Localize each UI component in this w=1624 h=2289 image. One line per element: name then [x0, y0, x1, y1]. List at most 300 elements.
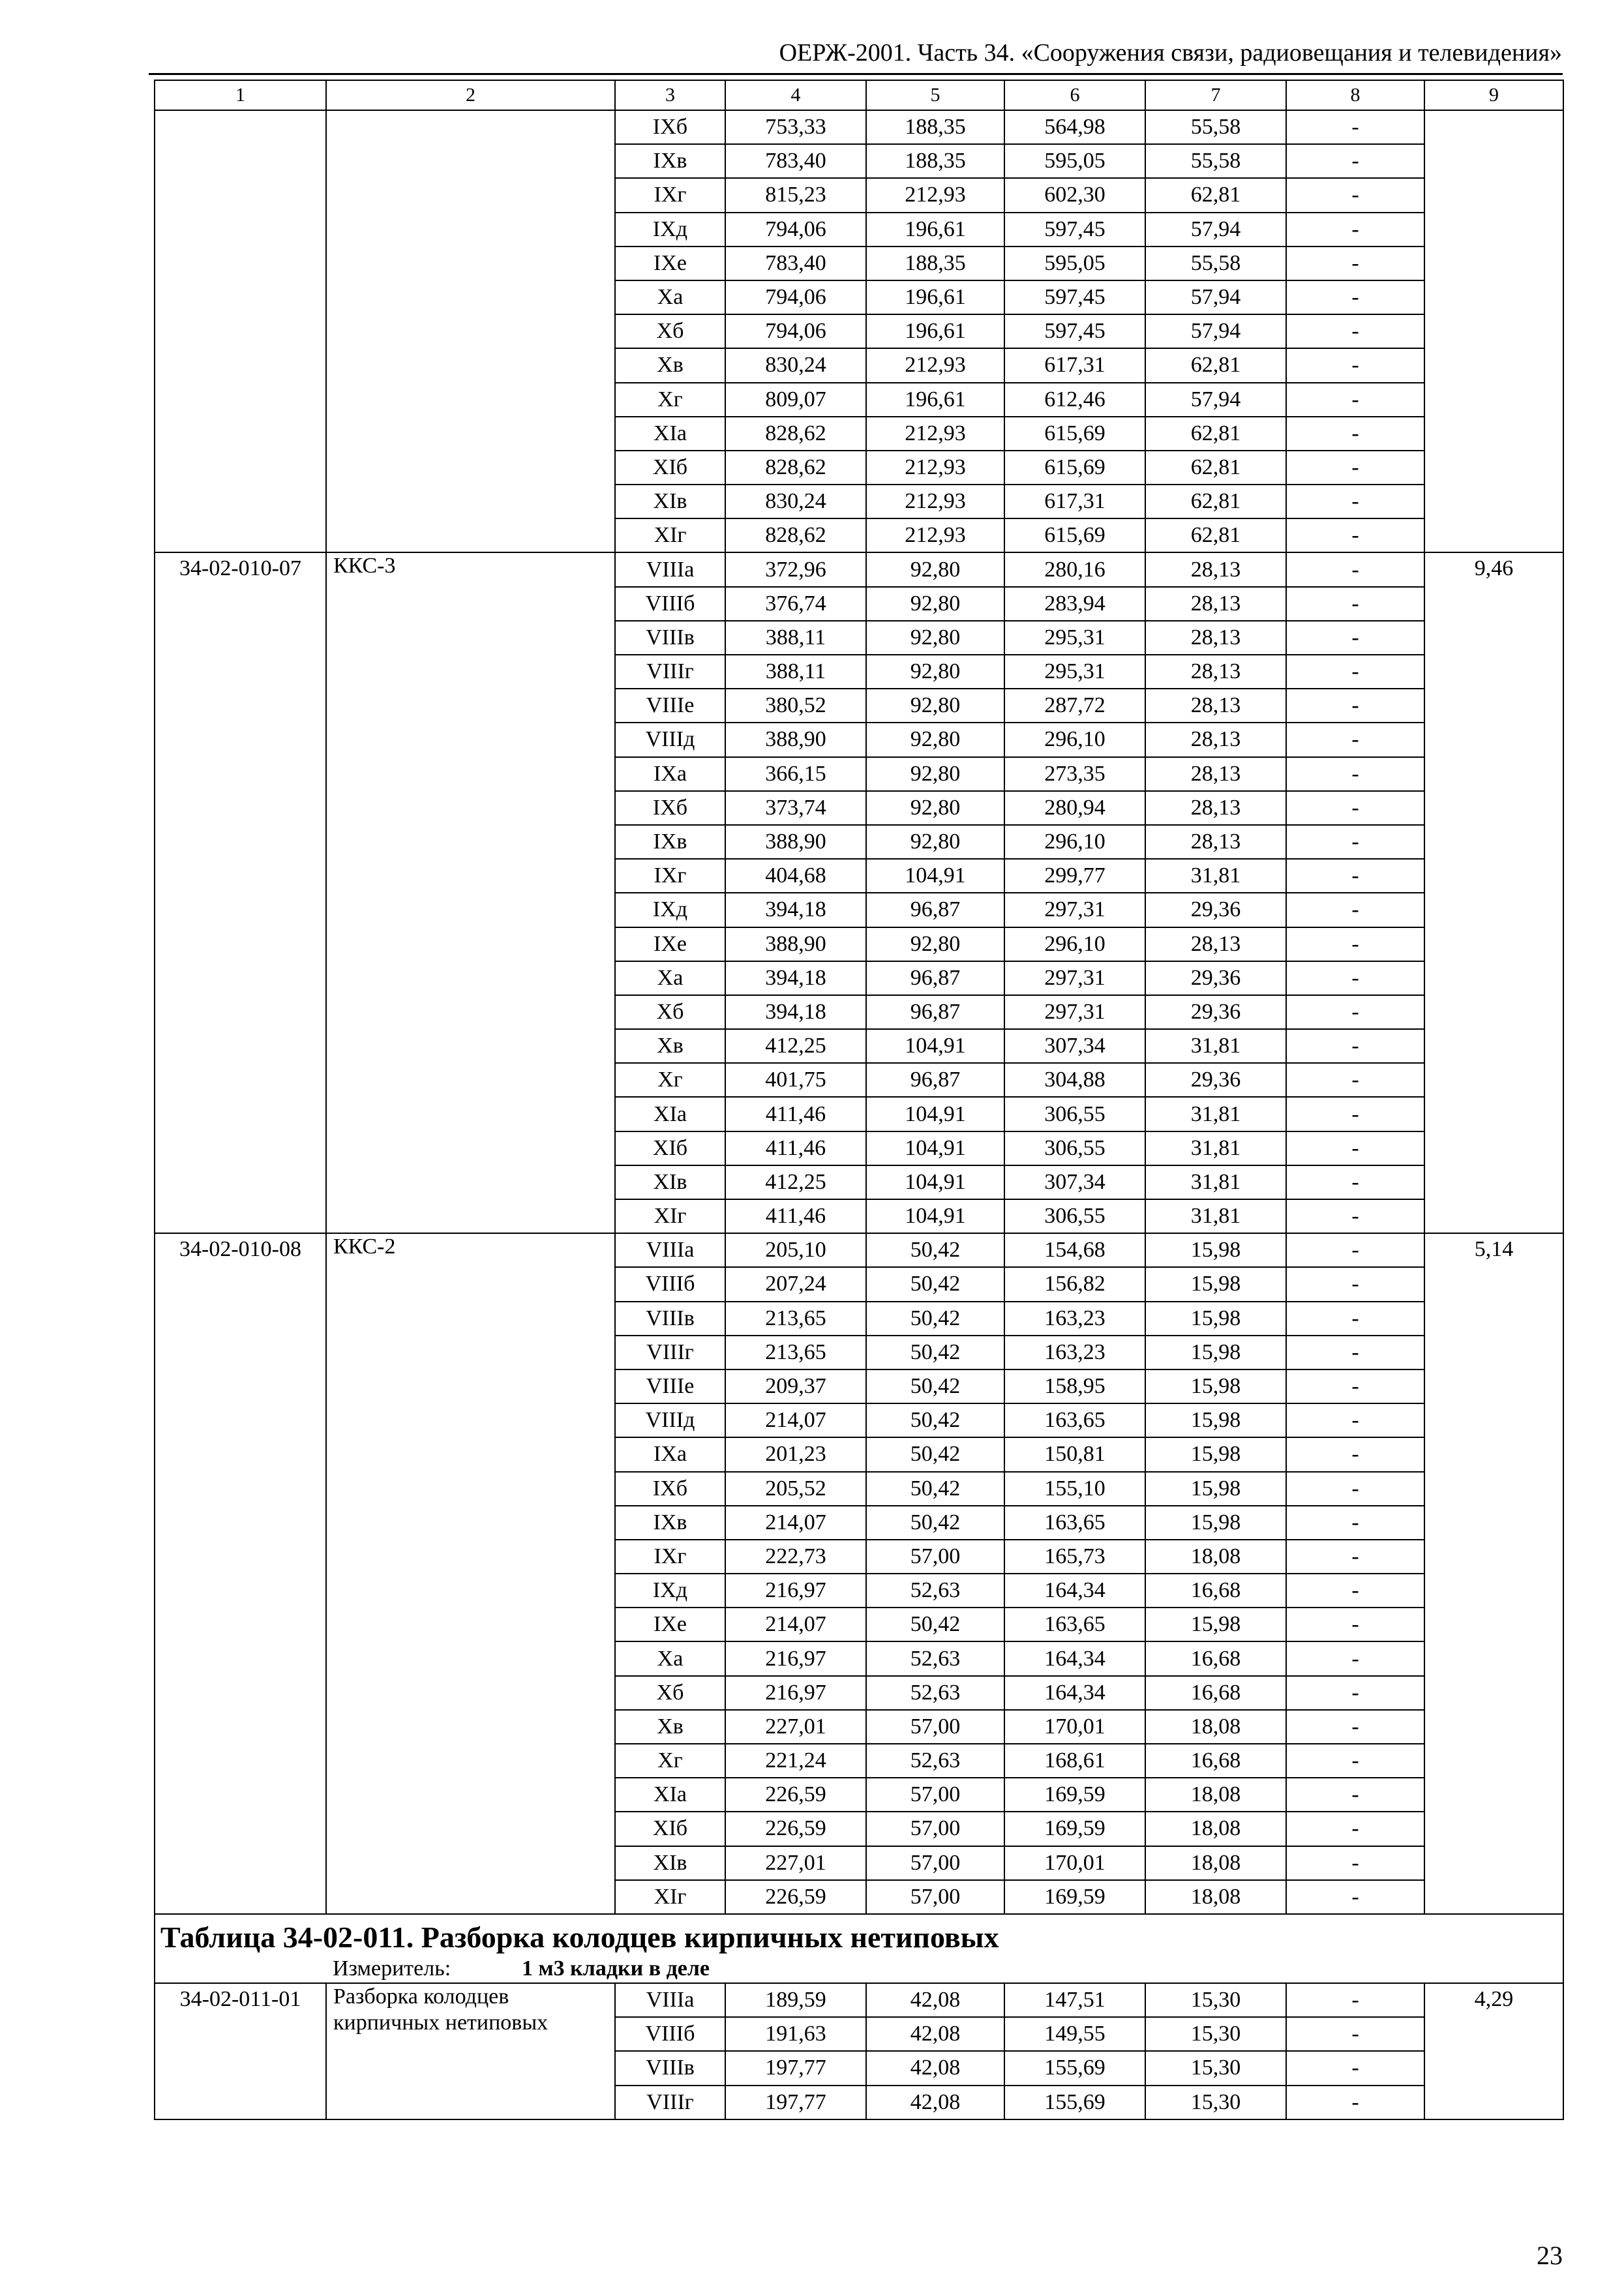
table-cell: 307,34: [1004, 1165, 1145, 1199]
table-cell: Xг: [615, 1744, 725, 1778]
table-cell: 28,13: [1145, 791, 1286, 825]
page-header: ОЕРЖ-2001. Часть 34. «Сооружения связи, радиовещания и телевидения»: [779, 39, 1562, 67]
table-cell: 15,98: [1145, 1506, 1286, 1540]
table-cell: 170,01: [1004, 1710, 1145, 1744]
table-cell: 615,69: [1004, 518, 1145, 552]
table-cell: 297,31: [1004, 995, 1145, 1029]
table-cell: 226,59: [725, 1812, 866, 1846]
table-cell: 168,61: [1004, 1744, 1145, 1778]
table-cell: 57,00: [866, 1846, 1004, 1880]
table-cell: VIIIе: [615, 1369, 725, 1403]
table-cell: 15,98: [1145, 1369, 1286, 1403]
table-cell: 15,98: [1145, 1267, 1286, 1301]
table-cell: 55,58: [1145, 247, 1286, 280]
table-cell: 372,96: [725, 552, 866, 586]
table-cell: -: [1286, 689, 1424, 723]
table-cell: 227,01: [725, 1710, 866, 1744]
table-cell: 196,61: [866, 383, 1004, 417]
table-cell: 29,36: [1145, 1063, 1286, 1097]
table-cell: 155,69: [1004, 2086, 1145, 2119]
table-cell: 295,31: [1004, 621, 1145, 655]
column-number-row: [155, 80, 1563, 110]
table-cell: 31,81: [1145, 859, 1286, 893]
table-cell: 96,87: [866, 893, 1004, 927]
table-cell: VIIIе: [615, 689, 725, 723]
table-cell: -: [1286, 213, 1424, 247]
table-cell: -: [1286, 144, 1424, 178]
table-cell: 28,13: [1145, 621, 1286, 655]
table-cell: 15,30: [1145, 1983, 1286, 2017]
table-cell: 62,81: [1145, 417, 1286, 451]
table-cell: -: [1286, 1302, 1424, 1336]
table-cell: -: [1286, 1472, 1424, 1506]
table-cell: 222,73: [725, 1540, 866, 1574]
table-cell: 226,59: [725, 1778, 866, 1812]
table-cell: -: [1286, 1710, 1424, 1744]
table-cell: -: [1286, 1608, 1424, 1641]
table-cell: Xб: [615, 1676, 725, 1710]
header-rule: [149, 73, 1563, 75]
table-cell: 602,30: [1004, 178, 1145, 212]
table-cell: IXб: [615, 1472, 725, 1506]
table-cell: 815,23: [725, 178, 866, 212]
table-cell: 188,35: [866, 110, 1004, 144]
table-cell: 163,65: [1004, 1608, 1145, 1641]
table-cell: 164,34: [1004, 1676, 1145, 1710]
table-cell: 62,81: [1145, 451, 1286, 485]
table-cell: 401,75: [725, 1063, 866, 1097]
table-cell: 213,65: [725, 1302, 866, 1336]
table-cell: XIг: [615, 1880, 725, 1914]
section-title: Таблица 34-02-011. Разборка колодцев кирпичных нетиповых: [160, 1920, 999, 1954]
table-cell: 50,42: [866, 1302, 1004, 1336]
table-cell: 15,30: [1145, 2086, 1286, 2119]
table-cell: 597,45: [1004, 314, 1145, 348]
table-cell: -: [1286, 1778, 1424, 1812]
table-cell: 615,69: [1004, 417, 1145, 451]
table-cell: 96,87: [866, 1063, 1004, 1097]
table-cell: 296,10: [1004, 825, 1145, 859]
table-cell: 96,87: [866, 961, 1004, 995]
table-cell: 28,13: [1145, 655, 1286, 689]
table-cell: 31,81: [1145, 1199, 1286, 1233]
table-cell: IXа: [615, 1437, 725, 1471]
table-cell: 57,00: [866, 1812, 1004, 1846]
table-cell: XIг: [615, 518, 725, 552]
table-cell: 42,08: [866, 2017, 1004, 2051]
table-cell: -: [1286, 1846, 1424, 1880]
table-cell: VIIIа: [615, 1983, 725, 2017]
table-cell: 31,81: [1145, 1165, 1286, 1199]
table-cell: 31,81: [1145, 1097, 1286, 1131]
table-cell: 216,97: [725, 1641, 866, 1675]
table-cell: 597,45: [1004, 280, 1145, 314]
table-cell: 55,58: [1145, 144, 1286, 178]
table-cell: VIIIа: [615, 1233, 725, 1267]
table-cell: -: [1286, 723, 1424, 756]
table-cell: 212,93: [866, 348, 1004, 382]
table-cell: IXг: [615, 178, 725, 212]
table-cell: 55,58: [1145, 110, 1286, 144]
table-cell: 306,55: [1004, 1097, 1145, 1131]
table-cell: 42,08: [866, 2086, 1004, 2119]
table-cell: IXа: [615, 757, 725, 791]
table-cell: VIIIв: [615, 1302, 725, 1336]
column-number: 3: [615, 80, 725, 110]
meter-value: 1 м3 кладки в деле: [522, 1956, 710, 1981]
table-cell: 794,06: [725, 280, 866, 314]
table-cell: 50,42: [866, 1608, 1004, 1641]
table-cell: 214,07: [725, 1506, 866, 1540]
table-cell: -: [1286, 314, 1424, 348]
table-cell: Xв: [615, 348, 725, 382]
table-cell: 306,55: [1004, 1131, 1145, 1165]
table-cell: IXв: [615, 1506, 725, 1540]
table-cell: Xа: [615, 1641, 725, 1675]
table-cell: 376,74: [725, 587, 866, 621]
table-cell: 31,81: [1145, 1029, 1286, 1063]
table-cell: 163,65: [1004, 1403, 1145, 1437]
rate-code: 34-02-010-08: [155, 1233, 326, 1914]
table-cell: 104,91: [866, 1199, 1004, 1233]
table-cell: 783,40: [725, 144, 866, 178]
column-9-value: 4,29: [1424, 1983, 1563, 2119]
table-cell: 783,40: [725, 247, 866, 280]
table-cell: 28,13: [1145, 825, 1286, 859]
table-cell: 18,08: [1145, 1778, 1286, 1812]
table-cell: -: [1286, 1063, 1424, 1097]
table-cell: 165,73: [1004, 1540, 1145, 1574]
table-cell: IXд: [615, 1574, 725, 1608]
table-cell: -: [1286, 1403, 1424, 1437]
table-cell: VIIIб: [615, 1267, 725, 1301]
column-number: 8: [1286, 80, 1424, 110]
table-cell: 595,05: [1004, 144, 1145, 178]
table-cell: 104,91: [866, 1029, 1004, 1063]
table-cell: 595,05: [1004, 247, 1145, 280]
table-cell: 154,68: [1004, 1233, 1145, 1267]
table-cell: 170,01: [1004, 1846, 1145, 1880]
table-cell: 164,34: [1004, 1574, 1145, 1608]
table-cell: 226,59: [725, 1880, 866, 1914]
table-cell: 92,80: [866, 927, 1004, 961]
table-cell: -: [1286, 1506, 1424, 1540]
meter-label: Измеритель:: [333, 1956, 451, 1981]
table-cell: 612,46: [1004, 383, 1145, 417]
table-cell: 156,82: [1004, 1267, 1145, 1301]
table-cell: 297,31: [1004, 893, 1145, 927]
table-row: [155, 110, 1563, 144]
price-table: [154, 80, 1564, 2120]
table-cell: 158,95: [1004, 1369, 1145, 1403]
table-cell: 196,61: [866, 314, 1004, 348]
table-cell: Xа: [615, 280, 725, 314]
section-header: [155, 1914, 1563, 1983]
table-cell: 31,81: [1145, 1131, 1286, 1165]
table-cell: -: [1286, 1880, 1424, 1914]
table-cell: IXе: [615, 1608, 725, 1641]
table-cell: 388,11: [725, 655, 866, 689]
table-cell: 287,72: [1004, 689, 1145, 723]
table-cell: -: [1286, 757, 1424, 791]
table-cell: 163,65: [1004, 1506, 1145, 1540]
table-cell: 201,23: [725, 1437, 866, 1471]
table-cell: 411,46: [725, 1199, 866, 1233]
table-cell: 15,98: [1145, 1336, 1286, 1369]
table-cell: 16,68: [1145, 1744, 1286, 1778]
table-cell: 564,98: [1004, 110, 1145, 144]
table-cell: -: [1286, 348, 1424, 382]
table-cell: 212,93: [866, 178, 1004, 212]
table-cell: 15,98: [1145, 1302, 1286, 1336]
table-cell: 753,33: [725, 110, 866, 144]
table-cell: Xб: [615, 995, 725, 1029]
table-cell: 50,42: [866, 1472, 1004, 1506]
table-cell: Xг: [615, 1063, 725, 1097]
table-cell: -: [1286, 2086, 1424, 2119]
work-name: ККС-2: [326, 1233, 615, 1914]
table-cell: VIIIв: [615, 2051, 725, 2085]
table-cell: 828,62: [725, 518, 866, 552]
table-cell: 16,68: [1145, 1574, 1286, 1608]
table-cell: -: [1286, 451, 1424, 485]
table-cell: 197,77: [725, 2086, 866, 2119]
table-cell: 299,77: [1004, 859, 1145, 893]
table-cell: IXв: [615, 825, 725, 859]
table-cell: 50,42: [866, 1336, 1004, 1369]
table-cell: 169,59: [1004, 1778, 1145, 1812]
table-cell: 216,97: [725, 1676, 866, 1710]
page-number: 23: [1537, 2241, 1563, 2270]
table-cell: IXб: [615, 791, 725, 825]
table-cell: XIб: [615, 451, 725, 485]
table-cell: 205,10: [725, 1233, 866, 1267]
table-cell: -: [1286, 995, 1424, 1029]
table-cell: 104,91: [866, 859, 1004, 893]
table-cell: 28,13: [1145, 927, 1286, 961]
table-cell: 830,24: [725, 485, 866, 518]
table-cell: -: [1286, 1641, 1424, 1675]
table-cell: 15,98: [1145, 1437, 1286, 1471]
table-cell: 191,63: [725, 2017, 866, 2051]
table-cell: 412,25: [725, 1029, 866, 1063]
table-cell: Xа: [615, 961, 725, 995]
table-cell: 57,00: [866, 1710, 1004, 1744]
table-cell: IXе: [615, 927, 725, 961]
table-cell: VIIIг: [615, 1336, 725, 1369]
table-cell: -: [1286, 1097, 1424, 1131]
rate-code: [155, 110, 326, 552]
table-cell: -: [1286, 1437, 1424, 1471]
table-cell: 15,98: [1145, 1403, 1286, 1437]
table-cell: 92,80: [866, 825, 1004, 859]
table-cell: -: [1286, 1369, 1424, 1403]
table-cell: 213,65: [725, 1336, 866, 1369]
table-cell: 216,97: [725, 1574, 866, 1608]
table-cell: 29,36: [1145, 893, 1286, 927]
table-cell: -: [1286, 1233, 1424, 1267]
table-cell: 62,81: [1145, 485, 1286, 518]
table-cell: 163,23: [1004, 1336, 1145, 1369]
table-cell: 62,81: [1145, 348, 1286, 382]
table-cell: 15,30: [1145, 2017, 1286, 2051]
table-cell: VIIIв: [615, 621, 725, 655]
table-cell: 404,68: [725, 859, 866, 893]
table-cell: XIа: [615, 417, 725, 451]
table-cell: -: [1286, 247, 1424, 280]
table-cell: 296,10: [1004, 927, 1145, 961]
table-cell: 394,18: [725, 995, 866, 1029]
table-cell: 28,13: [1145, 689, 1286, 723]
table-cell: 62,81: [1145, 518, 1286, 552]
table-cell: VIIIд: [615, 723, 725, 756]
table-cell: 304,88: [1004, 1063, 1145, 1097]
table-cell: -: [1286, 587, 1424, 621]
table-cell: 50,42: [866, 1267, 1004, 1301]
table-cell: XIг: [615, 1199, 725, 1233]
table-cell: 57,94: [1145, 280, 1286, 314]
table-cell: 209,37: [725, 1369, 866, 1403]
table-cell: -: [1286, 280, 1424, 314]
table-row: [155, 1233, 1563, 1267]
table-cell: -: [1286, 110, 1424, 144]
column-number: 9: [1424, 80, 1563, 110]
table-cell: -: [1286, 485, 1424, 518]
work-name: ККС-3: [326, 552, 615, 1233]
table-cell: 16,68: [1145, 1641, 1286, 1675]
table-cell: 18,08: [1145, 1710, 1286, 1744]
table-cell: 104,91: [866, 1165, 1004, 1199]
table-cell: 794,06: [725, 314, 866, 348]
table-cell: 28,13: [1145, 757, 1286, 791]
table-cell: 388,90: [725, 825, 866, 859]
table-cell: 830,24: [725, 348, 866, 382]
table-cell: 92,80: [866, 723, 1004, 756]
table-cell: -: [1286, 2051, 1424, 2085]
table-cell: -: [1286, 893, 1424, 927]
table-cell: 15,98: [1145, 1472, 1286, 1506]
table-cell: XIв: [615, 1165, 725, 1199]
column-number: 6: [1004, 80, 1145, 110]
table-cell: 18,08: [1145, 1880, 1286, 1914]
table-cell: 197,77: [725, 2051, 866, 2085]
column-number: 1: [155, 80, 326, 110]
table-cell: 295,31: [1004, 655, 1145, 689]
table-cell: -: [1286, 1165, 1424, 1199]
table-cell: 42,08: [866, 2051, 1004, 2085]
column-number: 2: [326, 80, 615, 110]
rate-code: 34-02-011-01: [155, 1983, 326, 2119]
table-cell: 212,93: [866, 518, 1004, 552]
table-cell: -: [1286, 417, 1424, 451]
table-cell: -: [1286, 1029, 1424, 1063]
table-cell: 617,31: [1004, 485, 1145, 518]
section-header-row: [155, 1914, 1563, 1983]
table-cell: IXд: [615, 893, 725, 927]
column-number: 4: [725, 80, 866, 110]
table-cell: 96,87: [866, 995, 1004, 1029]
table-cell: 155,10: [1004, 1472, 1145, 1506]
table-cell: 214,07: [725, 1608, 866, 1641]
table-cell: 615,69: [1004, 451, 1145, 485]
table-cell: 207,24: [725, 1267, 866, 1301]
table-cell: 155,69: [1004, 2051, 1145, 2085]
table-cell: 50,42: [866, 1233, 1004, 1267]
table-cell: 212,93: [866, 451, 1004, 485]
table-cell: 411,46: [725, 1097, 866, 1131]
table-cell: -: [1286, 655, 1424, 689]
table-cell: 92,80: [866, 655, 1004, 689]
table-cell: 42,08: [866, 1983, 1004, 2017]
table-cell: -: [1286, 961, 1424, 995]
table-cell: -: [1286, 2017, 1424, 2051]
table-cell: 412,25: [725, 1165, 866, 1199]
table-cell: 196,61: [866, 280, 1004, 314]
table-cell: VIIIа: [615, 552, 725, 586]
table-cell: XIв: [615, 1846, 725, 1880]
table-cell: 164,34: [1004, 1641, 1145, 1675]
table-cell: -: [1286, 1540, 1424, 1574]
table-cell: 52,63: [866, 1641, 1004, 1675]
table-cell: 388,11: [725, 621, 866, 655]
table-cell: 297,31: [1004, 961, 1145, 995]
table-cell: 15,30: [1145, 2051, 1286, 2085]
table-cell: -: [1286, 859, 1424, 893]
table-cell: IXб: [615, 110, 725, 144]
table-cell: -: [1286, 791, 1424, 825]
table-cell: XIв: [615, 485, 725, 518]
table-cell: 57,00: [866, 1778, 1004, 1812]
rate-code: 34-02-010-07: [155, 552, 326, 1233]
table-cell: 380,52: [725, 689, 866, 723]
table-cell: 794,06: [725, 213, 866, 247]
table-cell: XIб: [615, 1131, 725, 1165]
table-cell: 92,80: [866, 689, 1004, 723]
table-cell: 828,62: [725, 451, 866, 485]
table-cell: 394,18: [725, 961, 866, 995]
meter-line: [160, 1955, 1557, 1982]
table-cell: -: [1286, 1983, 1424, 2017]
table-cell: 280,94: [1004, 791, 1145, 825]
table-cell: 29,36: [1145, 995, 1286, 1029]
table-cell: VIIIг: [615, 2086, 725, 2119]
table-cell: 163,23: [1004, 1302, 1145, 1336]
table-cell: Xб: [615, 314, 725, 348]
table-cell: 189,59: [725, 1983, 866, 2017]
table-cell: 214,07: [725, 1403, 866, 1437]
table-cell: -: [1286, 1336, 1424, 1369]
column-number: 7: [1145, 80, 1286, 110]
table-cell: 50,42: [866, 1369, 1004, 1403]
table-cell: 18,08: [1145, 1812, 1286, 1846]
table-cell: 388,90: [725, 723, 866, 756]
table-cell: 828,62: [725, 417, 866, 451]
table-cell: VIIIд: [615, 1403, 725, 1437]
table-cell: 809,07: [725, 383, 866, 417]
table-cell: -: [1286, 518, 1424, 552]
table-cell: 283,94: [1004, 587, 1145, 621]
table-cell: 18,08: [1145, 1846, 1286, 1880]
table-cell: -: [1286, 178, 1424, 212]
table-cell: 212,93: [866, 417, 1004, 451]
table-cell: 50,42: [866, 1437, 1004, 1471]
table-cell: -: [1286, 1574, 1424, 1608]
table-cell: 15,98: [1145, 1608, 1286, 1641]
column-9-value: [1424, 110, 1563, 552]
table-cell: 104,91: [866, 1131, 1004, 1165]
table-cell: VIIIб: [615, 587, 725, 621]
table-cell: 196,61: [866, 213, 1004, 247]
